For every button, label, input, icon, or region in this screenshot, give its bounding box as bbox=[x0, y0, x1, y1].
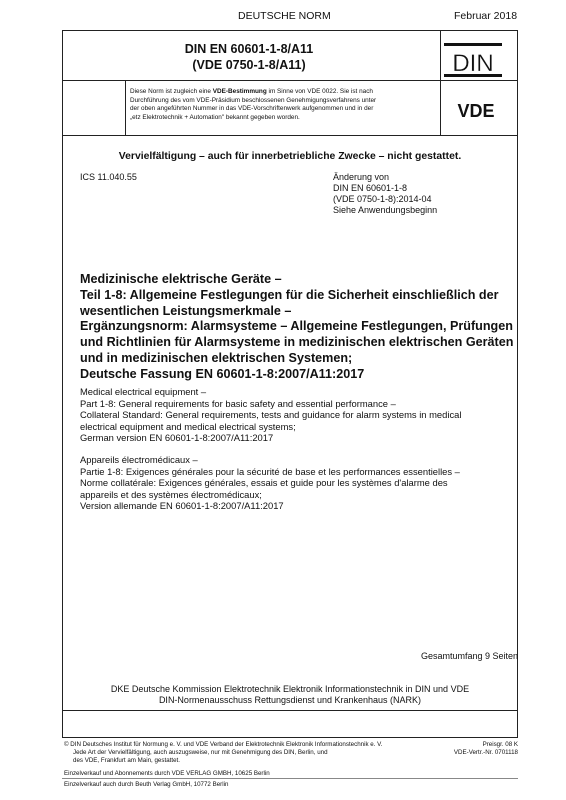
note-text: Diese Norm ist zugleich eine bbox=[130, 88, 213, 95]
standard-number: DIN EN 60601-1-8/A11 bbox=[184, 42, 314, 56]
copyright-notice bbox=[64, 741, 449, 764]
title-line: electrical equipment and medical electrical systems; bbox=[80, 420, 296, 432]
note-text: im Sinne von VDE 0022. Sie ist nach bbox=[266, 88, 373, 95]
vde-classification: (VDE 0750-1-8/A11) bbox=[192, 58, 306, 72]
divider bbox=[62, 710, 518, 711]
amendment-line: Änderung von bbox=[333, 172, 390, 182]
din-logo bbox=[440, 37, 506, 83]
title-french bbox=[80, 454, 520, 512]
committee-line: DIN-Normenausschuss Rettungsdienst und Krankenhaus (NARK) bbox=[158, 695, 422, 705]
reproduction-notice: Vervielfältigung – auch für innerbetriebliche Zwecke – nicht gestattet. bbox=[118, 151, 462, 162]
title-line: Medical electrical equipment – bbox=[80, 386, 207, 397]
note-bold-text: VDE-Bestimmung bbox=[212, 88, 267, 95]
title-german bbox=[80, 272, 520, 383]
amendment-line: DIN EN 60601-1-8 bbox=[333, 183, 408, 193]
title-line: Collateral Standard: General requirements, tests and guidance for alarm systems in medical bbox=[80, 409, 462, 421]
note-text: der oben angeführten Nummer in das VDE-Vorschriftenwerk aufgenommen und in der bbox=[130, 105, 374, 113]
title-line: Version allemande EN 60601-1-8:2007/A11:2017 bbox=[80, 500, 284, 512]
vde-logo bbox=[446, 100, 506, 120]
total-pages: Gesamtumfang 9 Seiten bbox=[420, 651, 518, 661]
title-line: Teil 1-8: Allgemeine Festlegungen für die Sicherheit einschließlich der bbox=[80, 287, 499, 302]
ics-code: ICS 11.040.55 bbox=[80, 172, 137, 182]
title-line: und in medizinischen elektrischen Systemen; bbox=[80, 350, 353, 365]
committee-line: DKE Deutsche Kommission Elektrotechnik Elektronik Informationstechnik in DIN und VDE bbox=[110, 684, 470, 694]
publication-date: Februar 2018 bbox=[454, 10, 518, 22]
title-line: Norme collatérale: Exigences générales, essais et guide pour les systèmes d'alarme des bbox=[80, 477, 448, 489]
sales-info: Einzelverkauf und Abonnements durch VDE VERLAG GMBH, 10625 Berlin bbox=[64, 770, 270, 777]
amendment-info bbox=[333, 172, 437, 216]
responsible-committees bbox=[62, 684, 518, 706]
title-line: Appareils électromédicaux – bbox=[80, 454, 198, 465]
title-line: Deutsche Fassung EN 60601-1-8:2007/A11:2017 bbox=[80, 366, 365, 381]
title-line: wesentlichen Leistungsmerkmale – bbox=[80, 303, 292, 318]
title-line: Medizinische elektrische Geräte – bbox=[80, 272, 282, 286]
sales-info: Einzelverkauf auch durch Beuth Verlag GmbH, 10772 Berlin bbox=[64, 781, 229, 788]
copyright-line: Jede Art der Vervielfältigung, auch auszugsweise, nur mit Genehmigung des DIN, Berlin, und bbox=[73, 748, 328, 756]
vde-logo-text: VDE bbox=[457, 101, 495, 120]
copyright-line: © DIN Deutsches Institut für Normung e. V. und VDE Verband der Elektrotechnik Elektronik Informationstechnik e. V. bbox=[64, 741, 383, 748]
title-english bbox=[80, 386, 520, 444]
title-line: German version EN 60601-1-8:2007/A11:2017 bbox=[80, 432, 274, 444]
standard-type: DEUTSCHE NORM bbox=[238, 10, 331, 22]
price-group: Preisgr. 08 K bbox=[482, 741, 518, 748]
title-line: und Richtlinien für Alarmsysteme in medizinischen elektrischen Geräten bbox=[80, 335, 514, 350]
divider bbox=[62, 135, 518, 136]
vde-sales-number: VDE-Vertr.-Nr. 0701118 bbox=[453, 748, 518, 756]
note-text: „etz Elektrotechnik + Automation" bekannt gegeben worden. bbox=[130, 113, 300, 121]
copyright-line: des VDE, Frankfurt am Main, gestattet. bbox=[73, 756, 180, 764]
title-line: Ergänzungsnorm: Alarmsysteme – Allgemeine Festlegungen, Prüfungen bbox=[80, 319, 513, 334]
vde-note bbox=[130, 88, 440, 122]
price-info bbox=[450, 741, 518, 757]
title-line: Partie 1-8: Exigences générales pour la sécurité de base et les performances essentielles – bbox=[80, 465, 460, 477]
title-line: appareils et des systèmes électromédicaux; bbox=[80, 488, 262, 500]
divider bbox=[62, 778, 518, 779]
title-line: Part 1-8: General requirements for basic safety and essential performance – bbox=[80, 397, 396, 409]
din-logo-text: DIN bbox=[452, 50, 494, 77]
document-frame bbox=[62, 30, 518, 738]
amendment-line: (VDE 0750-1-8):2014-04 bbox=[333, 194, 432, 204]
amendment-line: Siehe Anwendungsbeginn bbox=[333, 205, 438, 215]
divider bbox=[125, 80, 126, 135]
note-text: Durchführung des vom VDE-Präsidium beschlossenen Genehmigungsverfahrens unter bbox=[130, 96, 377, 104]
